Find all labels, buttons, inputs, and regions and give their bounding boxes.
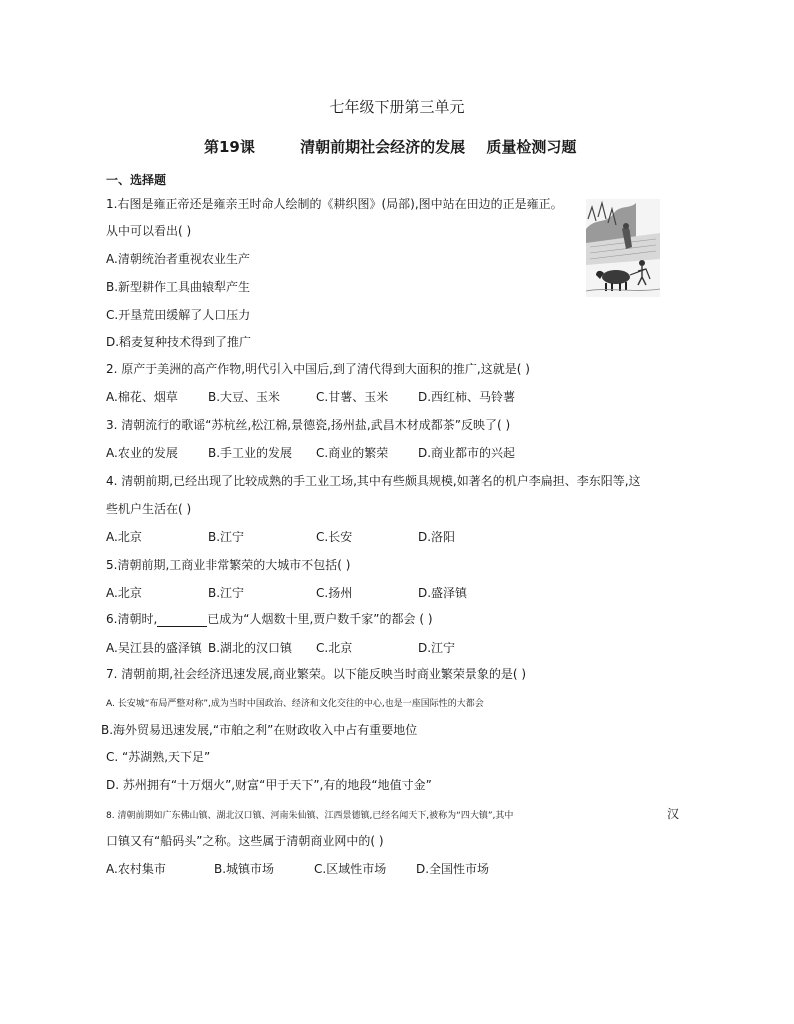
unit-title: 七年级下册第三单元 [329,98,465,116]
q4-options [106,529,566,545]
q4-option-a: A.北京 [106,530,142,544]
q6-blank [157,614,207,627]
q3-options [106,445,566,461]
q1-option-c: C.开垦荒田缓解了人口压力 [106,308,251,322]
q7-option-d: D. 苏州拥有“十万烟火”,财富“甲于天下”,有的地段“地值寸金” [106,778,432,792]
q1-stem-line2: 从中可以看出( ) [106,224,192,238]
q7-option-a: A. 长安城“布局严整对称”,成为当时中国政治、经济和文化交往的中心,也是一座国际性的大都会 [106,699,484,709]
q1-option-b: B.新型耕作工具曲辕犁产生 [106,280,251,294]
q2-stem: 2. 原产于美洲的高产作物,明代引入中国后,到了清代得到大面积的推广,这就是( ) [106,362,530,376]
lesson-number: 第19课 [204,138,255,156]
q6-options [106,640,566,656]
q1-stem-line1: 1.右图是雍正帝还是雍亲王时命人绘制的《耕织图》(局部),图中站在田边的正是雍正。 [106,197,563,211]
q8-option-b: B.城镇市场 [214,862,275,876]
q8-stem-line1: 8. 清朝前期如广东佛山镇、湖北汉口镇、河南朱仙镇、江西景德镇,已经名闻天下,被称为“四大镇”,其中 [106,811,514,821]
q4-option-c: C.长安 [316,530,353,544]
q3-option-d: D.商业都市的兴起 [418,446,516,460]
q6-option-b: B.湖北的汉口镇 [208,641,293,655]
q3-option-b: B.手工业的发展 [208,446,293,460]
q4-option-d: D.洛阳 [418,530,456,544]
q5-option-c: C.扬州 [316,586,353,600]
q2-options [106,389,566,405]
q2-option-b: B.大豆、玉米 [208,390,281,404]
q6-option-a: A.吴江县的盛泽镇 [106,641,202,655]
farming-illustration [586,199,660,297]
q8-stem-line1-tail: 汉 [667,807,680,821]
q6-stem [106,611,433,627]
q1-option-d: D.稻麦复种技术得到了推广 [106,335,252,349]
q5-stem: 5.清朝前期,工商业非常繁荣的大城市不包括( ) [106,558,351,572]
q3-option-c: C.商业的繁荣 [316,446,389,460]
q5-options [106,585,566,601]
q8-options [106,861,566,877]
q2-option-a: A.棉花、烟草 [106,390,178,404]
q8-stem-line2: 口镇又有“船码头”之称。这些属于清朝商业网中的( ) [106,834,384,848]
q3-option-a: A.农业的发展 [106,446,178,460]
q4-option-b: B.江宁 [208,530,245,544]
lesson-heading [204,136,576,157]
q4-stem-line2: 些机户生活在( ) [106,502,192,516]
q1-option-a: A.清朝统治者重视农业生产 [106,252,250,266]
q5-option-d: D.盛泽镇 [418,586,468,600]
q5-option-a: A.北京 [106,586,142,600]
q6-option-d: D.江宁 [418,641,456,655]
q7-option-c: C. “苏湖熟,天下足” [106,750,211,764]
q5-option-b: B.江宁 [208,586,245,600]
q4-stem-line1: 4. 清朝前期,已经出现了比较成熟的手工业工场,其中有些颇具规模,如著名的机户李扁担、李东阳等,这 [106,474,641,488]
q2-option-d: D.西红柿、马铃薯 [418,390,516,404]
q8-option-c: C.区域性市场 [314,862,387,876]
section-heading: 一、选择题 [106,173,167,187]
q8-option-a: A.农村集市 [106,862,166,876]
q7-stem: 7. 清朝前期,社会经济迅速发展,商业繁荣。以下能反映当时商业繁荣景象的是( ) [106,667,527,681]
q7-option-b: B.海外贸易迅速发展,“市舶之利”在财政收入中占有重要地位 [101,723,418,737]
q3-stem: 3. 清朝流行的歌谣“苏杭丝,松江棉,景德瓷,扬州盐,武昌木材成都茶”反映了( ) [106,418,511,432]
q2-option-c: C.甘薯、玉米 [316,390,389,404]
lesson-topic: 清朝前期社会经济的发展 [300,138,466,156]
q6-option-c: C.北京 [316,641,353,655]
q8-option-d: D.全国性市场 [416,862,490,876]
lesson-subtitle: 质量检测习题 [486,138,577,156]
q6-stem-post: 已成为“人烟数十里,贾户数千家”的都会 ( ) [207,612,433,626]
q6-stem-pre: 6.清朝时, [106,612,158,626]
